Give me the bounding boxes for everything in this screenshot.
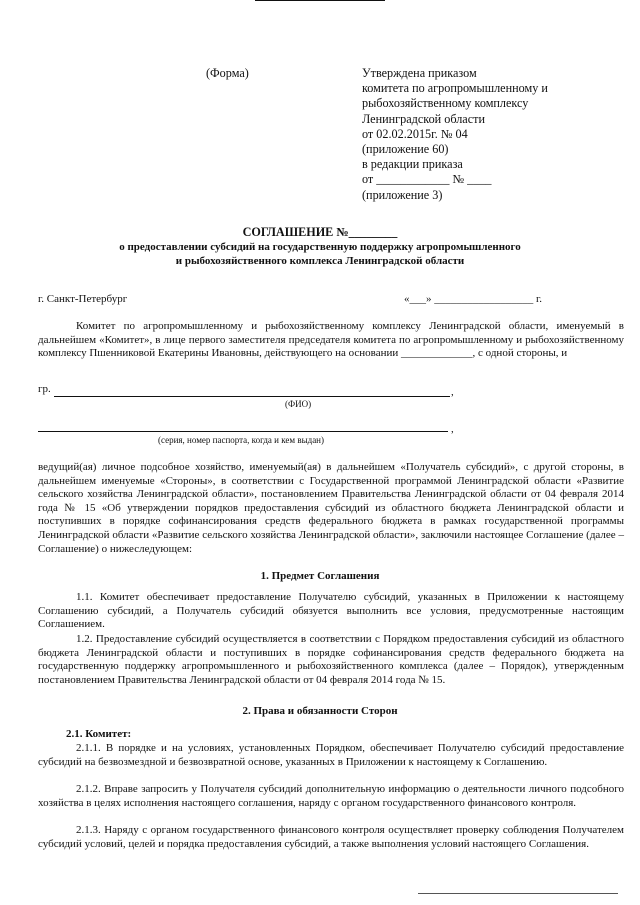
section-1-heading: 1. Предмет Соглашения <box>260 570 380 582</box>
preamble-paragraph: Комитет по агропромышленному и рыбохозяйственному комплексу Ленинградской области, именуемый в дальнейшем «Комитет», в лице первого заместителя председателя комитета по агропромышленному и рыбохозяйственному комплексу Пшенниковой Екатерины Ивановны, действующего на основании _____________, с одной стороны, и <box>38 320 624 360</box>
agreement-subtitle <box>0 240 640 268</box>
section-2-1-heading: 2.1. Комитет: <box>66 728 132 740</box>
passport-comma: , <box>451 423 454 435</box>
clause-2-1-3: 2.1.3. Наряду с органом государственного финансового контроля осуществляет проверку соблюдения Получателем субсидий условий, целей и порядка предоставления субсидий, а также выполнения условий настоящего Соглашения. <box>38 824 624 850</box>
passport-line <box>38 431 448 432</box>
approval-line: (приложение 60) <box>362 142 449 157</box>
clause-1-2: 1.2. Предоставление субсидий осуществляется в соответствии с Порядком предоставления субсидий из областного бюджета Ленинградской области и поступивших в порядке софинансирования средств федерального бюджета на государственную поддержку агропромышленного и рыбохозяйственного комплекса (далее – Порядок), утвержденным постановлением Правительства Ленинградской области от 04 февраля 2014 года № 15. <box>38 633 624 686</box>
subtitle-line-1: о предоставлении субсидий на государственную поддержку агропромышленного <box>119 241 521 253</box>
section-2-heading: 2. Права и обязанности Сторон <box>242 705 398 717</box>
form-label: (Форма) <box>206 66 249 80</box>
top-scan-line <box>255 0 385 1</box>
approval-line: Ленинградской области <box>362 111 485 126</box>
approval-line: от ____________ № ____ <box>362 172 492 187</box>
approval-line: рыбохозяйственному комплексу <box>362 96 529 111</box>
body-paragraph: ведущий(ая) личное подсобное хозяйство, именуемый(ая) в дальнейшем «Получатель субсидий», с другой стороны, в дальнейшем именуемые «Стороны», в соответствии с Государственной программой Ленинградской области «Развитие сельского хозяйства Ленинградской области», постановлением Правительства Ленинградской области от 04 февраля 2014 года № 15 «Об утверждении порядков предоставления субсидий из областного бюджета Ленинградской области и поступивших в порядке софинансирования средств федерального бюджета в рамках государственной программы Ленинградской области «Развитие сельского хозяйства Ленинградской области», заключили настоящее Соглашение (далее – Соглашение) о нижеследующем: <box>38 461 624 555</box>
clause-1-1: 1.1. Комитет обеспечивает предоставление Получателю субсидий, указанных в Приложении к настоящему Соглашению субсидий, а Получатель субсидий обязуется выполнить все условия, предусмотренные настоящим Соглашением. <box>38 591 624 631</box>
date-field: «___» __________________ г. <box>404 293 543 305</box>
recipient-comma: , <box>451 386 454 398</box>
passport-caption: (серия, номер паспорта, когда и кем выдан) <box>158 435 324 445</box>
approval-line: Утверждена приказом <box>362 66 477 80</box>
fio-caption: (ФИО) <box>285 399 312 409</box>
approval-block <box>362 66 548 203</box>
clause-2-1-2: 2.1.2. Вправе запросить у Получателя субсидий дополнительную информацию о деятельности личного подсобного хозяйства в целях исполнения настоящего соглашения, наряду с органом государственного финансового контроля. <box>38 783 624 809</box>
subtitle-line-2: и рыбохозяйственного комплекса Ленинградской области <box>175 255 465 267</box>
approval-line: в редакции приказа <box>362 157 463 172</box>
approval-line: (приложение 3) <box>362 187 443 202</box>
bottom-scan-line <box>418 893 618 894</box>
recipient-prefix: гр. <box>38 383 51 395</box>
approval-line: от 02.02.2015г. № 04 <box>362 126 468 141</box>
approval-line: комитета по агропромышленному и <box>362 81 548 96</box>
clause-2-1-1: 2.1.1. В порядке и на условиях, установленных Порядком, обеспечивает Получателю субсидий предоставление субсидий на безвозмездной и безвозвратной основе, указанных в Приложении к настоящему к Соглашению. <box>38 742 624 768</box>
agreement-title: СОГЛАШЕНИЕ №________ <box>242 225 398 239</box>
city-name: г. Санкт-Петербург <box>38 293 128 305</box>
recipient-name-line <box>54 396 450 397</box>
